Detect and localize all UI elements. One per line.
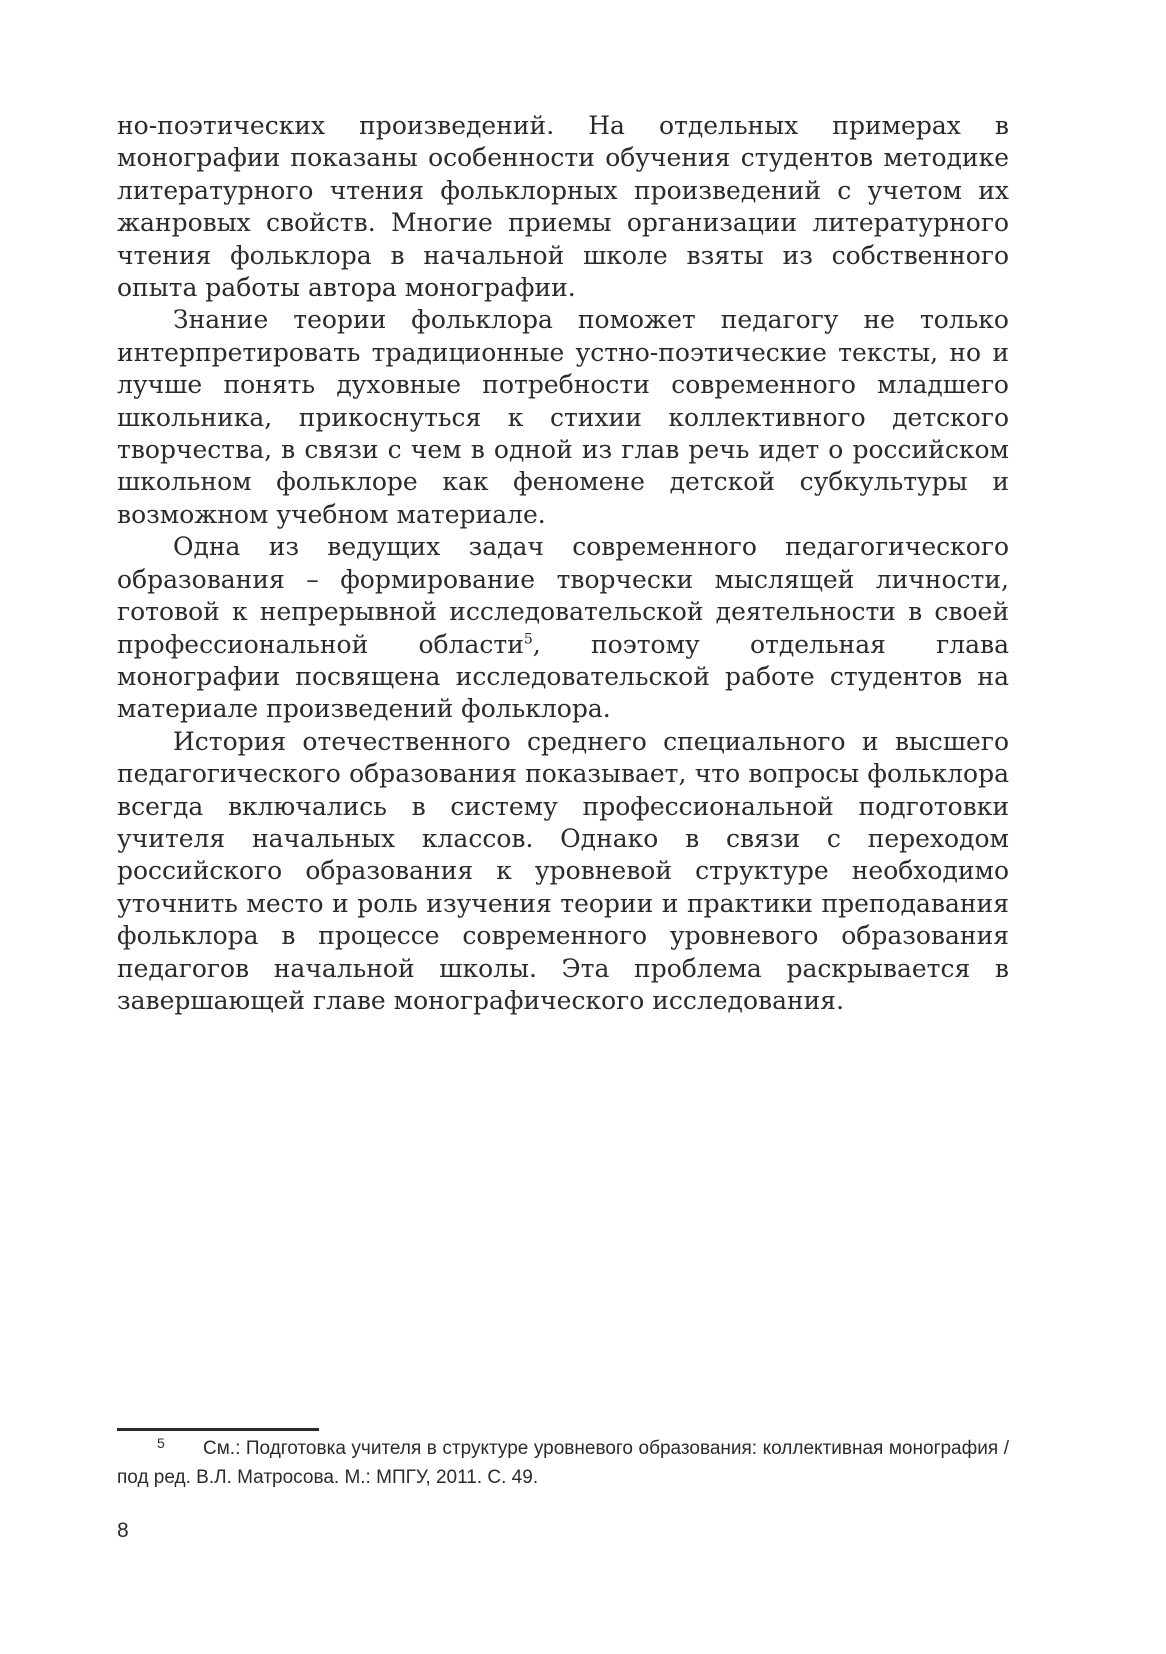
footnote-reference[interactable]: 5 xyxy=(523,631,533,648)
paragraph-3-before: Одна из ведущих задач современного педагогического образования – формирование творчески мыслящей личности, готовой к непрерывной исследовательской деятельности в своей профессиональной области xyxy=(117,532,1009,659)
paragraph-4: История отечественного среднего специального и высшего педагогического образования показывает, что вопросы фольклора всегда включались в систему профессиональной подготовки учителя начальных классов. Однако в связи с переходом российского образования к уровневой структуре необходимо уточнить место и роль изучения теории и практики преподавания фольклора в процессе современного уровневого образования педагогов начальной школы. Эта проблема раскрывается в завершающей главе монографического исследования. xyxy=(117,726,1009,1015)
footnote: 5 См.: Подготовка учителя в структуре уровневого образования: коллективная монография / под ред. В.Л. Матросова. М.: МПГУ, 2011. С. 49. xyxy=(117,1435,1009,1488)
paragraph-2: Знание теории фольклора поможет педагогу не только интерпретировать традиционные устно-поэтические тексты, но и лучше понять духовные потребности современного младшего школьника, прикоснуться к стихии коллективного детского творчества, в связи с чем в одной из глав речь идет о российском школьном фольклоре как феномене детской субкультуры и возможном учебном материале. xyxy=(117,305,1009,529)
paragraph-3-after: , поэтому отдельная глава монографии посвящена исследовательской работе студентов на материале произведений фольклора. xyxy=(117,629,1009,724)
footnote-text: См.: Подготовка учителя в структуре уровневого образования: коллективная монография / под ред. В.Л. Матросова. М.: МПГУ, 2011. С. 49. xyxy=(117,1438,1009,1488)
paragraph-3 xyxy=(117,531,1009,725)
page-number: 8 xyxy=(117,1519,129,1542)
paragraph-1: но-поэтических произведений. На отдельных примерах в монографии показаны особенности обучения студентов методике литературного чтения фольклорных произведений с учетом их жанровых свойств. Многие приемы организации литературного чтения фольклора в начальной школе взяты из собственного опыта работы автора монографии. xyxy=(117,111,1009,303)
body-text xyxy=(117,110,1009,1017)
footnote-separator xyxy=(117,1428,319,1431)
